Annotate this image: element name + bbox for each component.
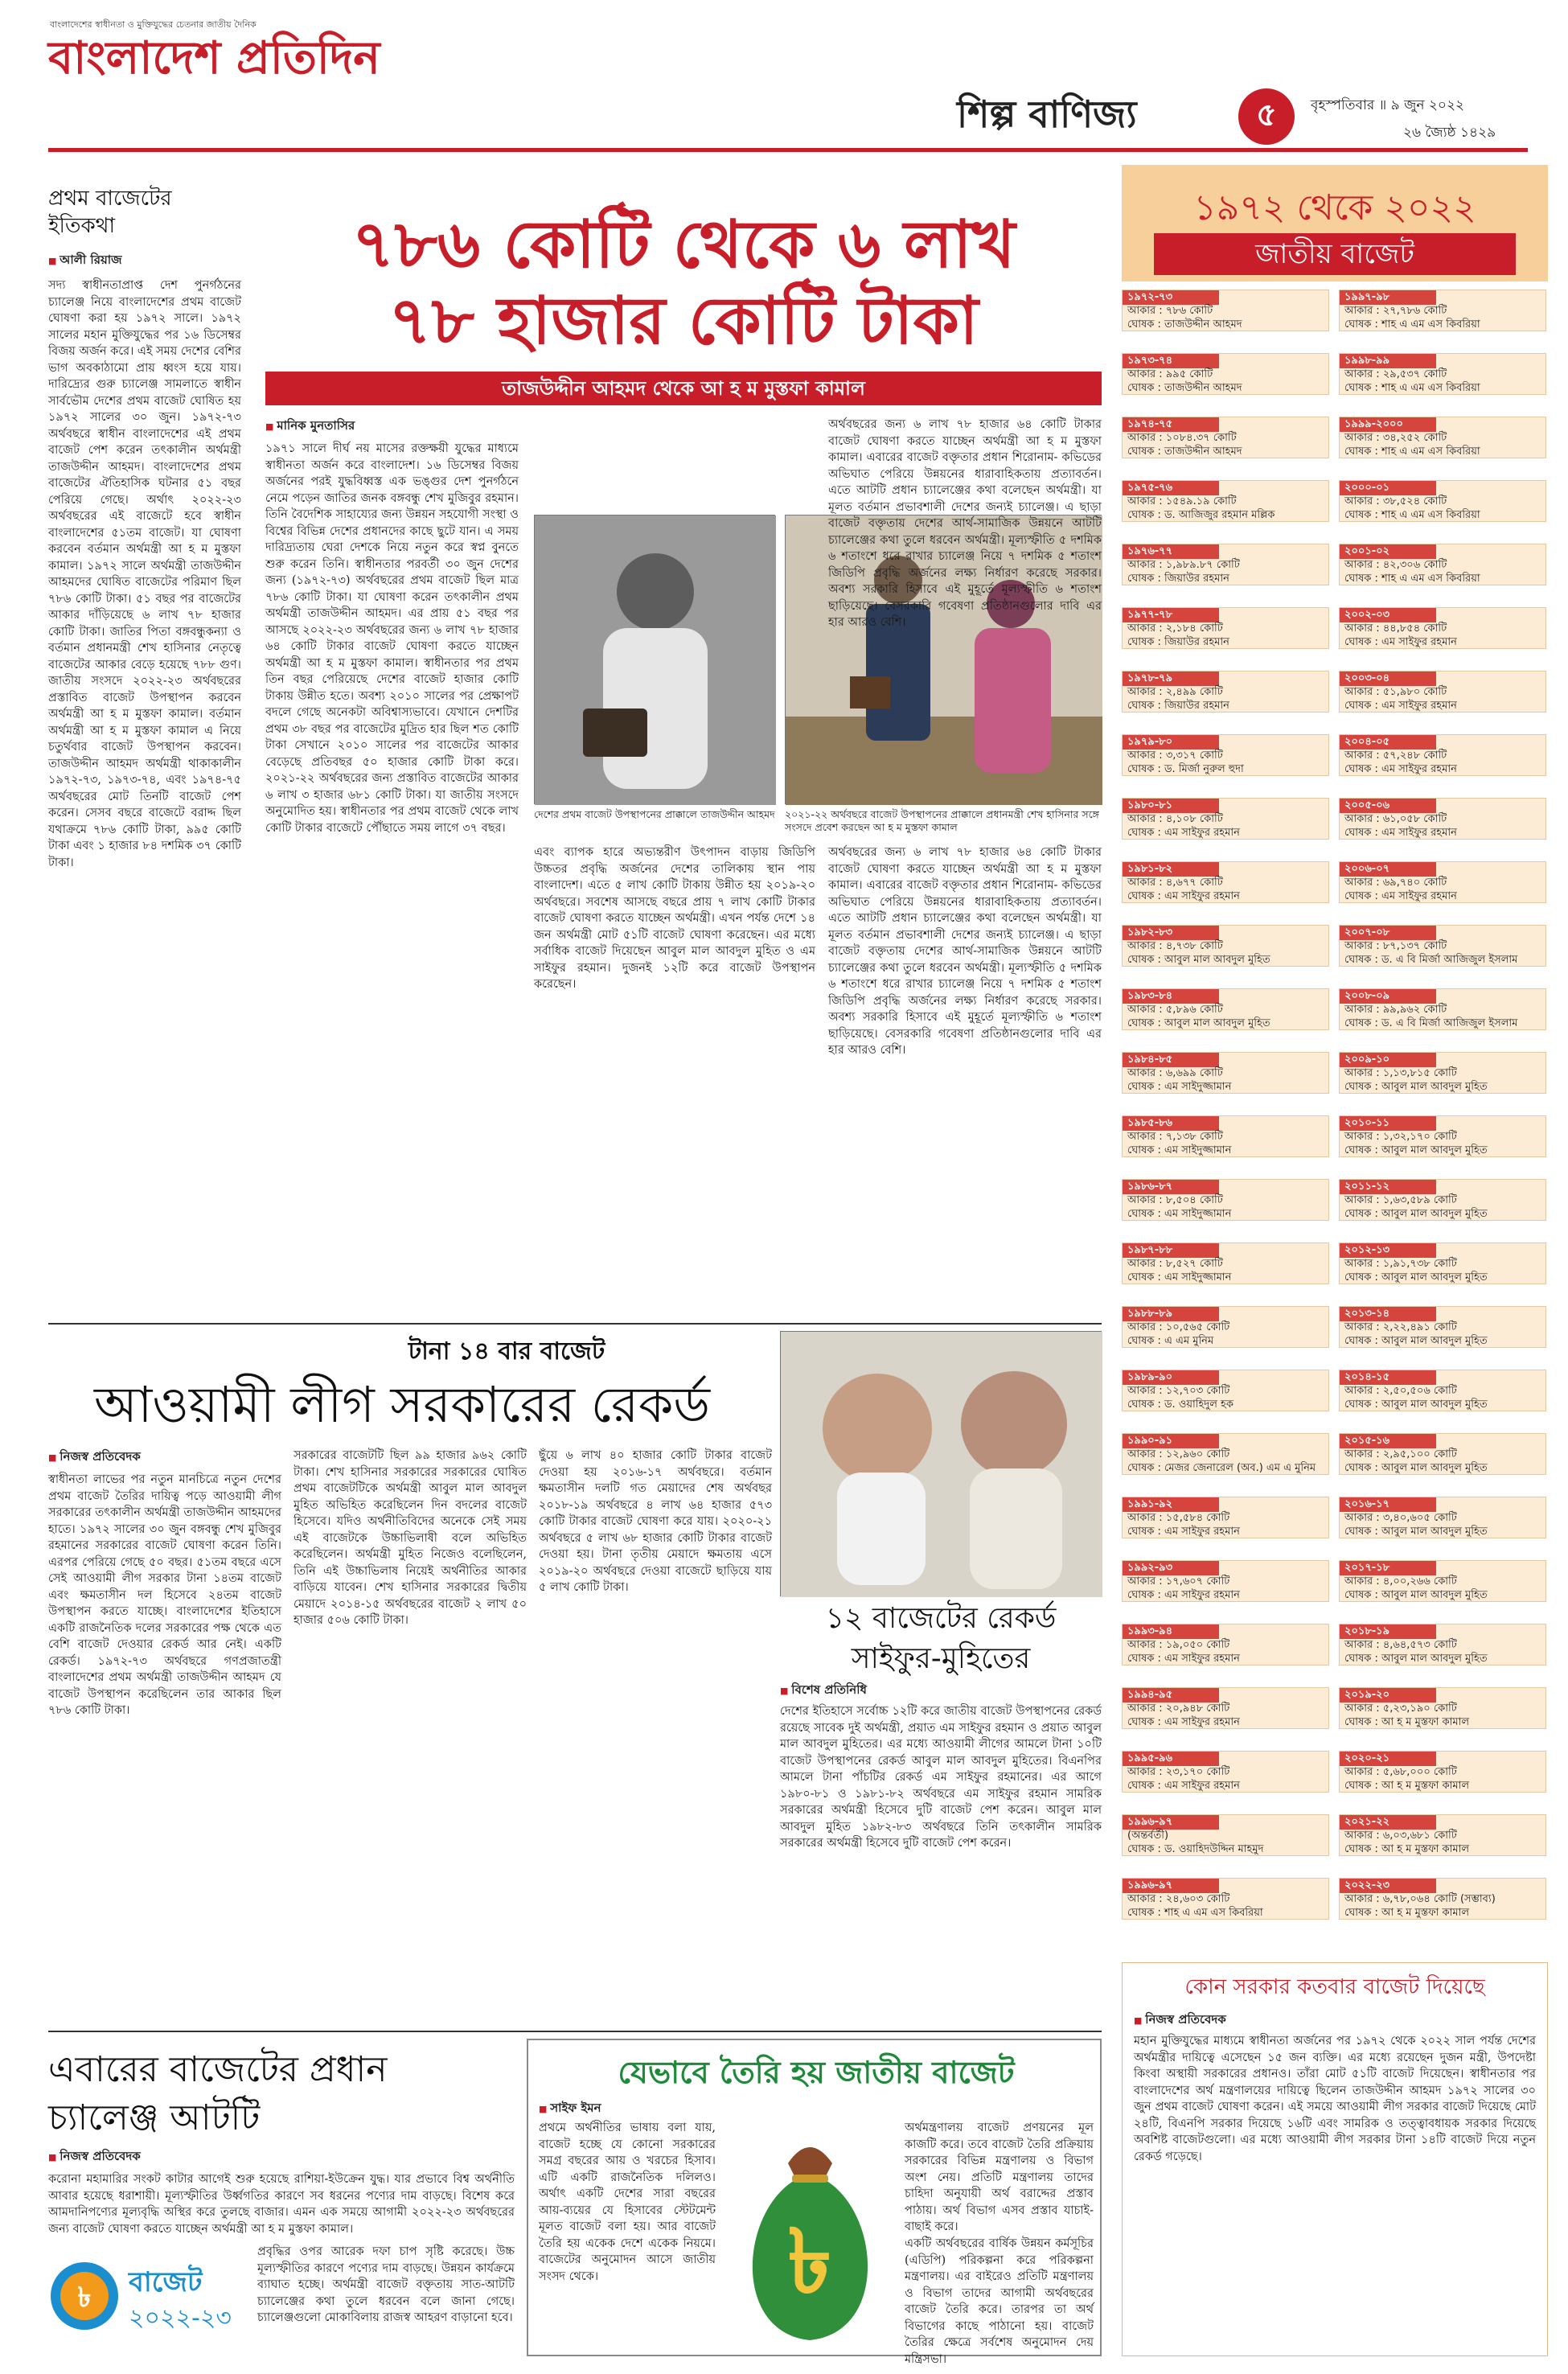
- budget-year-entry: [1339, 544, 1546, 585]
- page-number: ৫: [1238, 88, 1295, 145]
- budget-year-entry: [1122, 734, 1329, 776]
- budget-presenter: ঘোষক : এম সাইফুর রহমান: [1127, 1526, 1240, 1538]
- budget-size: আকার : ১৯,০৫০ কোটি: [1127, 1639, 1230, 1651]
- budget-year-entry: [1339, 1814, 1546, 1856]
- budget-presenter: ঘোষক : জিয়াউর রহমান: [1127, 636, 1229, 648]
- budget-year-entry: [1122, 353, 1329, 395]
- sidebar-table: [1122, 290, 1548, 1962]
- record-headline-line2: সাইফুর-মুহিতের: [851, 1642, 1031, 1675]
- budget-size: আকার : ৭,১৩৮ কোটি: [1127, 1131, 1223, 1143]
- budget-presenter: ঘোষক : জিয়াউর রহমান: [1127, 700, 1229, 712]
- lead-subhead: তাজউদ্দীন আহমদ থেকে আ হ ম মুস্তফা কামাল: [265, 372, 1102, 405]
- budget-year-label: ১৯৯৪-৯৫: [1123, 1688, 1219, 1702]
- lead-col1: ১৯৭১ সালে দীর্ঘ নয় মাসের রক্তক্ষয়ী যুদ্ধের মাধ্যমে স্বাধীনতা অর্জন করে বাংলাদেশ। ১৬ ডিসেম্বর বিজয় অর্জনের পরই যুদ্ধবিধ্বস্ত এক ভঙ্গুর দেশ পুনর্গঠনে নেমে পড়েন জাতির জনক বঙ্গবন্ধু শেখ মুজিবুর রহমান। তিনি বৈদেশিক সাহায্যের জন্য উন্নয়ন সহযোগী সংস্থা ও বিশ্বের বিভিন্ন দেশের প্রধানদের কাছে ছুটে যান। এ সময় দারিদ্র্যতায় ঘেরা দেশকে নিয়ে নতুন করে স্বপ্ন বুনতে শুরু করেন তিনি। স্বাধীনতার পরবর্তী ৩০ জুন দেশের জন্য (১৯৭২-৭৩) অর্থবছরের প্রথম বাজেট ছিল মাত্র ৭৮৬ কোটি টাকা। যা ঘোষণা করেন তৎকালীন প্রথম অর্থমন্ত্রী তাজউদ্দীন আহমদ। এর প্রায় ৫১ বছর পর আসছে ২০২২-২৩ অর্থবছরের জন্য ৬ লাখ ৭৮ হাজার ৬৪ কোটি টাকার বাজেট ঘোষণা করতে যাচ্ছেন অর্থমন্ত্রী আ হ ম মুস্তফা কামাল। স্বাধীনতার পর প্রথম তিন বছর পেরিয়েছে দেশের বাজেট হাজার কোটি টাকায় উন্নীত হতে। অবশ্য ২০১০ সালের পর প্রেক্ষাপট বদলে গেছে অনেকটা অবিশ্বাস্যভাবে। যেখানে দেশটির প্রথম ৩৮ বছর পর বাজেটের মুদ্রিত হার ছিল শত কোটি টাকা সেখানে ২০১০ সালের পর বাজেটের আকার বেড়েছে প্রতিবছর ৫০ হাজার কোটি টাকা করে। ২০২১-২২ অর্থবছরের জন্য প্রস্তাবিত বাজেটের আকার ৬ লাখ ৩ হাজার ৬৮১ কোটি টাকা। যা জাতীয় সংসদে অনুমোদিত হয়। স্বাধীনতার পর প্রথম বাজেট থেকে লাখ কোটি টাকার বাজেটে পৌঁছাতে সময় লাগে ৩৭ বছর।: [265, 442, 519, 835]
- budget-year-label: ১৯৮৮-৮৯: [1123, 1307, 1219, 1321]
- budget-year-entry: [1339, 607, 1546, 649]
- budget-size: আকার : ৩৪,২৫২ কোটি: [1344, 432, 1447, 444]
- budget-year-entry: [1339, 1052, 1546, 1094]
- logo-taka-glyph: ৳: [77, 2282, 92, 2314]
- budget-size: আকার : ৫৭,২৪৮ কোটি: [1344, 750, 1447, 762]
- budget-size: আকার : ১২,৯৬০ কোটি: [1127, 1448, 1230, 1460]
- budget-year-entry: [1122, 1052, 1329, 1094]
- budget-size: আকার : ২৩,১৭০ কোটি: [1127, 1766, 1230, 1778]
- budget-size: আকার : ৪৪,৮৫৪ কোটি: [1344, 622, 1447, 635]
- budget-size: আকার : ২৯,৫৩৭ কোটি: [1344, 368, 1447, 380]
- awami-kicker: টানা ১৪ বার বাজেট: [408, 1337, 605, 1366]
- money-bag-icon: [724, 2115, 897, 2348]
- budget-year-label: ২০২২-২৩: [1340, 1879, 1436, 1893]
- budget-size: আকার : ৯৯৫ কোটি: [1127, 368, 1213, 380]
- budget-year-label: ১৯৮২-৮৩: [1123, 926, 1219, 940]
- awami-col1: স্বাধীনতা লাভের পর নতুন মানচিত্রে নতুন দেশের প্রথম বাজেট তৈরির দায়িত্ব পড়ে আওয়ামী লীগ সরকারের তৎকালীন অর্থমন্ত্রী তাজউদ্দীন আহমদের হাতে। ১৯৭২ সালের ৩০ জুন বঙ্গবন্ধু শেখ মুজিবুর রহমানের সরকারের বাজেট ঘোষণা করেন তিনি। এরপর পেরিয়ে গেছে ৫০ বছর। ৫১তম বছরে এসে সেই আওয়ামী লীগ সরকার টানা ১৪তম বাজেট এবং ক্ষমতাসীন দল হিসেবে ২৪তম বাজেট উপস্থাপন করতে যাচ্ছে। বাংলাদেশের ইতিহাসে একটি রাজনৈতিক দলের সরকারের পক্ষ থেকে এত বেশি বাজেট দেওয়ার রেকর্ড আর নেই। একটি রেকর্ড। ১৯৭২-৭৩ অর্থবছরে গণপ্রজাতন্ত্রী বাংলাদেশের প্রথম অর্থমন্ত্রী তাজউদ্দীন আহমদ যে বাজেট উপস্থাপন করেছিলেন তার আকার ছিল ৭৮৬ কোটি টাকা।: [48, 1473, 281, 1717]
- budget-year-label: ১৯৮৪-৮৫: [1123, 1053, 1219, 1067]
- masthead-tagline: বাংলাদেশের স্বাধীনতা ও মুক্তিযুদ্ধের চেতনার জাতীয় দৈনিক: [50, 19, 257, 30]
- budget-year-label: ১৯৯৬-৯৭: [1123, 1879, 1219, 1893]
- first-budget-article: [48, 185, 241, 1355]
- budget-year-entry: [1122, 1560, 1329, 1602]
- budget-size: আকার : ১,৩২,১৭০ কোটি: [1344, 1131, 1457, 1143]
- challenges-headline-line2: চ্যালেঞ্জ আটটি: [48, 2097, 261, 2138]
- budget-presenter: ঘোষক : তাজউদ্দীন আহমদ: [1127, 318, 1242, 331]
- budget-year-entry: [1122, 417, 1329, 458]
- lead-col3: অর্থবছরের জন্য ৬ লাখ ৭৮ হাজার ৬৪ কোটি টাকার বাজেট ঘোষণা করতে যাচ্ছেন অর্থমন্ত্রী আ হ ম মুস্তফা কামাল। এবারের বাজেট বক্তৃতার প্রধান শিরোনাম- কভিডের অভিঘাত পেরিয়ে উন্নয়নের ধারাবাহিকতায় প্রত্যাবর্তন। এতে আটটি প্রধান চ্যালেঞ্জের কথা বলেছেন অর্থমন্ত্রী। যা মূলত বর্তমান প্রভাবশালী দেশের জন্যই চ্যালেঞ্জ। এ ছাড়া বাজেট বক্তৃতায় দেশের আর্থ-সামাজিক উন্নয়নে আটটি চ্যালেঞ্জের কথা তুলে ধরবেন অর্থমন্ত্রী। মূল্যস্ফীতি ৫ দশমিক ৬ শতাংশে ধরে রাখার চ্যালেঞ্জ নিয়ে ৭ দশমিক ৫ শতাংশ জিডিপি প্রবৃদ্ধি অর্জনের লক্ষ্য নির্ধারণ করেছে সরকার। অবশ্য সরকারি হিসাবে এই মুহূর্তে মূল্যস্ফীতি ৬ শতাংশ ছাড়িয়েছে। বেসরকারি গবেষণা প্রতিষ্ঠানগুলোর দাবি এর হার আরও বেশি।: [828, 418, 1102, 629]
- budget-year-entry: [1122, 988, 1329, 1030]
- budget-presenter: ঘোষক : জিয়াউর রহমান: [1127, 573, 1229, 585]
- budget-presenter: ঘোষক : আবুল মাল আবদুল মুহিত: [1127, 954, 1270, 966]
- budget-year-label: ২০২০-২১: [1340, 1752, 1436, 1766]
- budget-year-entry: [1339, 1179, 1546, 1221]
- masthead-logo-block: [48, 18, 426, 106]
- budget-size: আকার : ৪,০০,২৬৬ কোটি: [1344, 1575, 1457, 1587]
- budget-year-entry: [1339, 1433, 1546, 1475]
- budget-year-label: ২০১১-১২: [1340, 1180, 1436, 1194]
- budget-year-label: ২০১২-১৩: [1340, 1243, 1436, 1258]
- how-made-col3: একটি অর্থবছরের বার্ষিক উন্নয়ন কর্মসূচির (এডিপি) পরিকল্পনা করে পরিকল্পনা মন্ত্রণালয়। এর বাইরেও প্রতিটি মন্ত্রণালয় ও বিভাগ তাদের আগামী অর্থবছরের বাজেট তৈরি করে। তারপর তা অর্থ বিভাগের কাছে পাঠানো হয়। বাজেট তৈরির ক্ষেত্রে সর্বশেষ অনুমোদন দেয় মন্ত্রিসভা।: [905, 2237, 1094, 2366]
- budget-year-entry: [1339, 1878, 1546, 1920]
- budget-size: আকার : ৪,৭৩৮ কোটি: [1127, 940, 1223, 952]
- budget-presenter: ঘোষক : এম সাইফুর রহমান: [1344, 636, 1457, 648]
- budget-year-entry: [1339, 861, 1546, 903]
- budget-size: আকার : ৪,৬৪,৫৭৩ কোটি: [1344, 1639, 1457, 1651]
- which-govt-byline: ■ নিজস্ব প্রতিবেদক: [1134, 2011, 1226, 2031]
- sidebar-header: [1122, 165, 1548, 281]
- first-budget-title: প্রথম বাজেটের ইতিকথা: [48, 187, 172, 238]
- budget-year-label: ২০০৫-০৬: [1340, 799, 1436, 813]
- budget-logo-word: বাজেট: [129, 2266, 203, 2298]
- budget-year-label: ১৯৯৮-৯৯: [1340, 354, 1436, 368]
- awami-divider: [48, 1323, 1102, 1325]
- budget-size: আকার : ১,৯১,৭৩৮ কোটি: [1344, 1258, 1457, 1270]
- budget-size: আকার : ১৫৪৯.১৯ কোটি: [1127, 495, 1237, 507]
- budget-year-label: ২০১৫-১৬: [1340, 1434, 1436, 1448]
- budget-year-label: ২০০৬-০৭: [1340, 862, 1436, 877]
- budget-year-entry: [1122, 861, 1329, 903]
- budget-year-label: ২০০৩-০৪: [1340, 672, 1436, 686]
- budget-year-label: ২০১৪-১৫: [1340, 1370, 1436, 1385]
- budget-presenter: ঘোষক : আবুল মাল আবদুল মুহিত: [1344, 1208, 1488, 1220]
- how-made-headline: যেভাবে তৈরি হয় জাতীয় বাজেট: [618, 2055, 1015, 2090]
- budget-year-entry: [1122, 607, 1329, 649]
- budget-presenter: ঘোষক : এম সাইফুর রহমান: [1127, 1589, 1240, 1601]
- which-govt-title: কোন সরকার কতবার বাজেট দিয়েছে: [1184, 1975, 1485, 1999]
- budget-year-label: ১৯৯৭-৯৮: [1340, 290, 1436, 305]
- budget-year-entry: [1339, 1115, 1546, 1157]
- budget-year-entry: [1122, 1814, 1329, 1856]
- budget-year-entry: [1122, 290, 1329, 331]
- record-byline: ■ বিশেষ প্রতিনিধি: [780, 1681, 867, 1701]
- budget-size: আকার : ১,৬৩,৫৮৯ কোটি: [1344, 1194, 1457, 1206]
- budget-presenter: ঘোষক : ড. এ বি মির্জা আজিজুল ইসলাম: [1344, 954, 1518, 966]
- challenges-col-right: প্রবৃদ্ধির ওপর আরেক দফা চাপ সৃষ্টি করেছে। উচ্চ মূল্যস্ফীতির কারণে পণ্যের দাম বাড়ছে। উন্নয়ন কার্যক্রমে ব্যাঘাত হচ্ছে। অর্থমন্ত্রী বাজেট বক্তৃতায় সাত-আটটি চ্যালেঞ্জের কথা তুলে ধরবেন বলে জানা গেছে। চ্যালেঞ্জগুলো মোকাবিলায় রাজস্ব আহরণ বাড়ানো হবে।: [257, 2245, 515, 2324]
- budget-year-entry: [1339, 988, 1546, 1030]
- sidebar-title-years: ১৯৭২ থেকে ২০২২: [1193, 187, 1476, 228]
- tajuddin-caption: দেশের প্রথম বাজেট উপস্থাপনের প্রাক্কালে তাজউদ্দীন আহমদ: [534, 808, 775, 820]
- money-bag-taka-glyph: ৳: [787, 2210, 832, 2313]
- budget-year-entry: [1122, 1179, 1329, 1221]
- budget-presenter: ঘোষক : ড. এ বি মির্জা আজিজুল ইসলাম: [1344, 1017, 1518, 1029]
- lead-headline-line1: ৭৮৬ কোটি থেকে ৬ লাখ: [351, 207, 1016, 283]
- tajuddin-photo-illustration: [535, 515, 776, 805]
- budget-year-label: ২০০০-০১: [1340, 481, 1436, 495]
- lead-byline: ■ মানিক মুনতাসির: [265, 417, 355, 437]
- budget-size: আকার : ২৪,৬০৩ কোটি: [1127, 1893, 1230, 1905]
- budget-presenter: ঘোষক : এম সাইদুজ্জামান: [1127, 1208, 1232, 1220]
- challenges-divider: [48, 2031, 1102, 2032]
- budget-presenter: ঘোষক : মেজর জেনারেল (অব.) এম এ মুনিম: [1127, 1462, 1316, 1474]
- budget-year-entry: [1339, 1751, 1546, 1793]
- budget-presenter: ঘোষক : শাহ এ এম এস কিবরিয়া: [1127, 1907, 1263, 1919]
- challenges-byline: ■ নিজস্ব প্রতিবেদক: [48, 2147, 141, 2167]
- budget-year-label: ২০০৯-১০: [1340, 1053, 1436, 1067]
- budget-size: আকার : ১০,৫৬৫ কোটি: [1127, 1321, 1230, 1333]
- budget-size: আকার : ২৭,৭৮৬ কোটি: [1344, 305, 1447, 317]
- budget-year-entry: [1339, 1687, 1546, 1729]
- taka-logo-icon: [48, 2260, 121, 2332]
- budget-presenter: ঘোষক : আ হ ম মুস্তফা কামাল: [1344, 1780, 1470, 1792]
- budget-year-entry: [1122, 671, 1329, 713]
- budget-size: আকার : ২,৪৯৯ কোটি: [1127, 686, 1223, 698]
- budget-presenter: ঘোষক : আবুল মাল আবদুল মুহিত: [1344, 1271, 1488, 1284]
- budget-size: আকার : ৬১,০৫৮ কোটি: [1344, 813, 1447, 825]
- budget-presenter: ঘোষক : এম সাইফুর রহমান: [1127, 890, 1240, 902]
- budget-size: আকার : ৫১,৯৮০ কোটি: [1344, 686, 1447, 698]
- budget-size: আকার : ৫,৮৯৬ কোটি: [1127, 1004, 1223, 1016]
- budget-year-label: ২০১৯-২০: [1340, 1688, 1436, 1702]
- budget-year-label: ১৯৭৯-৮০: [1123, 735, 1219, 750]
- budget-size: আকার : ২০,৯৪৮ কোটি: [1127, 1702, 1230, 1715]
- budget-size: আকার : ১৭,৬০৭ কোটি: [1127, 1575, 1230, 1587]
- budget-presenter: ঘোষক : আবুল মাল আবদুল মুহিত: [1344, 1399, 1488, 1411]
- budget-year-label: ১৯৯৬-৯৭: [1123, 1815, 1219, 1830]
- record-headline-line1: ১২ বাজেটের রেকর্ড: [825, 1602, 1057, 1635]
- lead-col2: এবং ব্যাপক হারে অভ্যন্তরীণ উৎপাদন বাড়ায় জিডিপি উচ্চতর প্রবৃদ্ধি অর্জনের দেশের তালিকায় স্থান পায় বাংলাদেশ। এতে ৫ লাখ কোটি টাকায় উন্নীত হয় ২০১৯-২০ অর্থবছরে। সবশেষ আসছে বছরে প্রায় ৭ লাখ কোটি টাকার বাজেট ঘোষণা করতে যাচ্ছেন অর্থমন্ত্রী। এখন পর্যন্ত দেশে ১৪ জন অর্থমন্ত্রী মোট ৫১টি বাজেট ঘোষণা করেছেন। এর মধ্যে সর্বাধিক বাজেট দিয়েছেন আবুল মাল আবদুল মুহিত ও এম সাইফুর রহমান। দুজনই ১২টি করে বাজেট উপস্থাপন করেছেন।: [534, 846, 815, 991]
- budget-presenter: ঘোষক : এম সাইফুর রহমান: [1344, 763, 1457, 775]
- budget-year-entry: [1122, 1242, 1329, 1284]
- budget-year-entry: [1339, 480, 1546, 522]
- parliament-caption: ২০২১-২২ অর্থবছরে বাজেট উপস্থাপনের প্রাক্কালে প্রধানমন্ত্রী শেখ হাসিনার সঙ্গে সংসদে প্রবেশ করছেন আ হ ম মুস্তফা কামাল: [785, 808, 1099, 833]
- budget-presenter: ঘোষক : এ এম মুনিম: [1127, 1335, 1214, 1347]
- budget-year-entry: [1339, 353, 1546, 395]
- awami-byline: ■ নিজস্ব প্রতিবেদক: [48, 1448, 141, 1468]
- sidebar-title-main: জাতীয় বাজেট: [1154, 233, 1516, 275]
- budget-size: আকার : ৬,৬৯৯ কোটি: [1127, 1067, 1223, 1079]
- how-made-col2: অর্থমন্ত্রণালয় বাজেট প্রণয়নের মূল কাজটি করে। তবে বাজেট তৈরি প্রক্রিয়ায় সরকারের বিভিন্ন মন্ত্রণালয় ও বিভাগ অংশ নেয়। প্রতিটি মন্ত্রণালয় তাদের চাহিদা অনুযায়ী অর্থ বরাদ্দের প্রস্তাব পাঠায়। অর্থ বিভাগ এসব প্রস্তাব যাচাই-বাছাই করে।: [905, 2121, 1094, 2233]
- budget-year-label: ১৯৯৯-২০০০: [1340, 417, 1436, 432]
- budget-size: আকার : ৫,২৩,১৯০ কোটি: [1344, 1702, 1457, 1715]
- budget-size: আকার : ৩,৩১৭ কোটি: [1127, 750, 1223, 762]
- first-budget-text: সদ্য স্বাধীনতাপ্রাপ্ত দেশ পুনর্গঠনের চ্যালেঞ্জ নিয়ে বাংলাদেশের প্রথম বাজেট ঘোষণা করা হয় ১৯৭২ সালে। ১৯৭২ সালের মহান মুক্তিযুদ্ধের পর ১৬ ডিসেম্বর বিজয় অর্জন করে। এই সময় দেশের বেশির ভাগ অবকাঠামো প্রায় ধ্বংস হয়ে যায়। দারিদ্র্যের গুরু চ্যালেঞ্জ সামলাতে স্বাধীন সার্বভৌম দেশের প্রথম বাজেট ঘোষিত হয় ১৯৭২ সালের ৩০ জুন। ১৯৭২-৭৩ অর্থবছরে স্বাধীন বাংলাদেশের এই প্রথম বাজেট পেশ করেন তৎকালীন অর্থমন্ত্রী তাজউদ্দীন আহমদ। বাংলাদেশের প্রথম বাজেটের ঐতিহাসিক ঘটনার ৫১ বছর পেরিয়ে গেছে। অর্থাৎ ২০২২-২৩ অর্থবছরের এই বাজেটে হবে স্বাধীন বাংলাদেশের ৫১তম বাজেট। যা ঘোষণা করবেন বর্তমান অর্থমন্ত্রী আ হ ম মুস্তফা কামাল। ১৯৭২ সালে অর্থমন্ত্রী তাজউদ্দীন আহমদের ঘোষিত বাজেটের পরিমাণ ছিল ৭৮৬ কোটি টাকা। ৫১ বছর পর বাজেটের আকার দাঁড়িয়েছে ৬ লাখ ৭৮ হাজার কোটি টাকা। জাতির পিতা বঙ্গবন্ধুকন্যা ও বর্তমান প্রধানমন্ত্রী শেখ হাসিনার নেতৃত্বে বাজেটের আকার বেড়ে হয়েছে ৭৮৮ গুণ। জাতীয় সংসদে ২০২২-২৩ অর্থবছরের প্রস্তাবিত বাজেট উপস্থাপন করবেন অর্থমন্ত্রী আ হ ম মুস্তফা কামাল। বর্তমান অর্থমন্ত্রী আ হ ম মুস্তফা কামাল এ নিয়ে চতুর্থবার বাজেট উপস্থাপন করবেন। তাজউদ্দীন আহমদ অর্থমন্ত্রী থাকাকালীন ১৯৭২-৭৩, ১৯৭৩-৭৪, এবং ১৯৭৪-৭৫ অর্থবছরের মোট তিনটি বাজেট পেশ করেন। সেসব বছরে বাজেটে বরাদ্দ ছিল যথাক্রমে ৭৮৬ কোটি টাকা, ৯৯৫ কোটি টাকা এবং ১ হাজার ৮৪ দশমিক ৩৭ কোটি টাকা।: [48, 279, 241, 869]
- budget-presenter: ঘোষক : ড. আজিজুর রহমান মল্লিক: [1127, 509, 1275, 521]
- budget-year-entry: [1339, 290, 1546, 331]
- budget-size: আকার : ২,৫০,৫০৬ কোটি: [1344, 1385, 1457, 1397]
- budget-year-entry: [1122, 544, 1329, 585]
- which-govt-text: মহান মুক্তিযুদ্ধের মাধ্যমে স্বাধীনতা অর্জনের পর ১৯৭২ থেকে ২০২২ সাল পর্যন্ত দেশের অর্থমন্ত্রীর দায়িত্বে এসেছেন ১৫ জন ব্যক্তি। এর মধ্যে রয়েছেন দুজন মন্ত্রী, উপদেষ্টা কিংবা অস্থায়ী সরকারের প্রধানও। তাঁরা মোট ৫১টি বাজেট দিয়েছেন। স্বাধীনতার পর বাংলাদেশের অর্থ মন্ত্রণালয়ের দায়িত্বে ছিলেন তাজউদ্দীন আহমদ ১৯৭২ সালের ৩০ জুন প্রথম বাজেট ঘোষণা করেন। এই সময়ে আওয়ামী লীগ সরকার বাজেট দিয়েছে মোট ২৪টি, বিএনপি সরকার দিয়েছে ১৬টি এবং সামরিক ও তত্ত্বাবধায়ক সরকার দিয়েছে অবশিষ্ট বাজেটগুলো। এর মধ্যে আওয়ামী লীগ সরকার টানা ১৪টি বাজেট দিয়ে নতুন রেকর্ড গড়েছে।: [1134, 2035, 1536, 2163]
- budget-year-entry: [1122, 1497, 1329, 1538]
- budget-presenter: ঘোষক : শাহ এ এম এস কিবরিয়া: [1344, 573, 1480, 585]
- budget-year-label: ১৯৯৫-৯৬: [1123, 1752, 1219, 1766]
- budget-presenter: ঘোষক : এম সাইফুর রহমান: [1344, 827, 1457, 839]
- budget-size: আকার : ১,৯৮৯.৮৭ কোটি: [1127, 559, 1240, 571]
- budget-year-label: ১৯৯১-৯২: [1123, 1497, 1219, 1512]
- budget-size: আকার : ২,১৮৪ কোটি: [1127, 622, 1223, 635]
- budget-year-label: ২০১৮-১৯: [1340, 1624, 1436, 1639]
- budget-year-entry: [1339, 1497, 1546, 1538]
- budget-logo: [48, 2244, 241, 2356]
- budget-year-label: ২০০৮-০৯: [1340, 989, 1436, 1004]
- budget-presenter: ঘোষক : আবুল মাল আবদুল মুহিত: [1344, 1144, 1488, 1156]
- budget-size: আকার : ৬৯,৭৪০ কোটি: [1344, 877, 1447, 889]
- budget-year-label: ২০০২-০৩: [1340, 608, 1436, 622]
- budget-presenter: ঘোষক : শাহ এ এম এস কিবরিয়া: [1344, 509, 1480, 521]
- budget-presenter: ঘোষক : এম সাইফুর রহমান: [1127, 1653, 1240, 1665]
- budget-size: (অন্তর্বর্তী): [1127, 1830, 1169, 1842]
- date-line-bengali: ২৬ জ্যৈষ্ঠ ১৪২৯: [1403, 125, 1496, 141]
- budget-size: আকার : ৬,৭৮,০৬৪ কোটি (সম্ভাব্য): [1344, 1893, 1496, 1905]
- budget-presenter: ঘোষক : এম সাইফুর রহমান: [1127, 827, 1240, 839]
- budget-year-label: ১৯৮১-৮২: [1123, 862, 1219, 877]
- budget-size: আকার : ৩,৪০,৬০৫ কোটি: [1344, 1512, 1457, 1524]
- budget-year-entry: [1122, 1687, 1329, 1729]
- budget-presenter: ঘোষক : এম সাইফুর রহমান: [1127, 1716, 1240, 1728]
- first-budget-byline: ■ আলী রিয়াজ: [48, 251, 241, 271]
- budget-year-entry: [1339, 734, 1546, 776]
- budget-size: আকার : ৮,৫০৪ কোটি: [1127, 1194, 1223, 1206]
- budget-year-label: ১৯৮৩-৮৪: [1123, 989, 1219, 1004]
- budget-year-entry: [1122, 1370, 1329, 1411]
- budget-presenter: ঘোষক : আবুল মাল আবদুল মুহিত: [1344, 1462, 1488, 1474]
- budget-size: আকার : ১২,৭০৩ কোটি: [1127, 1385, 1230, 1397]
- budget-presenter: ঘোষক : এম সাইদুজ্জামান: [1127, 1144, 1232, 1156]
- challenges-headline-line1: এবারের বাজেটের প্রধান: [48, 2049, 388, 2090]
- budget-year-entry: [1339, 798, 1546, 840]
- how-made-byline: ■ সাইফ ইমন: [539, 2099, 601, 2119]
- budget-year-entry: [1122, 1624, 1329, 1665]
- budget-size: আকার : ৪২,৩০৬ কোটি: [1344, 559, 1447, 571]
- budget-presenter: ঘোষক : তাজউদ্দীন আহমদ: [1127, 382, 1242, 394]
- budget-year-label: ১৯৮৯-৯০: [1123, 1370, 1219, 1385]
- budget-year-entry: [1122, 1115, 1329, 1157]
- budget-year-label: ১৯৮৫-৮৬: [1123, 1116, 1219, 1131]
- budget-year-entry: [1339, 417, 1546, 458]
- budget-logo-year: ২০২২-২৩: [129, 2304, 232, 2332]
- budget-year-label: ১৯৯৩-৯৪: [1123, 1624, 1219, 1639]
- budget-size: আকার : ১,১৩,৮১৫ কোটি: [1344, 1067, 1457, 1079]
- budget-size: আকার : ২,২২,৪৯১ কোটি: [1344, 1321, 1457, 1333]
- budget-size: আকার : ৪,৬৭৭ কোটি: [1127, 877, 1223, 889]
- budget-year-label: ২০০১-০২: [1340, 544, 1436, 559]
- budget-size: আকার : ৬,০৩,৬৮১ কোটি: [1344, 1830, 1457, 1842]
- budget-year-label: ২০১০-১১: [1340, 1116, 1436, 1131]
- budget-presenter: ঘোষক : এম সাইদুজ্জামান: [1127, 1081, 1232, 1093]
- budget-presenter: ঘোষক : শাহ এ এম এস কিবরিয়া: [1344, 446, 1480, 458]
- budget-presenter: ঘোষক : শাহ এ এম এস কিবরিয়া: [1344, 318, 1480, 331]
- budget-year-label: ১৯৭২-৭৩: [1123, 290, 1219, 305]
- budget-year-entry: [1339, 671, 1546, 713]
- awami-col2: সরকারের বাজেটটি ছিল ৯৯ হাজার ৯৬২ কোটি টাকা। শেখ হাসিনার সরকারের সরকারের ঘোষিত প্রথম বাজেটটিকে অর্থমন্ত্রী আবুল মাল আবদুল মুহিত অভিহিত করেছিলেন দিন বদলের বাজেট হিসেবে। যদিও অর্থনীতিবিদের অনেকে সেই সময় এই বাজেটকে উচ্চাভিলাষী বলে অভিহিত করেছিলেন। অর্থমন্ত্রী মুহিত নিজেও বলেছিলেন, তিনি এই উচ্চাভিলাষ নিয়েই অর্থনীতির আকার বাড়িয়ে যাবেন। শেখ হাসিনার সরকারের দ্বিতীয় মেয়াদে ২০১৪-১৫ অর্থবছরের বাজেট ২ লাখ ৫০ হাজার ৫০৬ কোটি টাকা।: [293, 1449, 527, 1627]
- budget-year-entry: [1122, 1306, 1329, 1348]
- lead-col3-continued: অর্থবছরের জন্য ৬ লাখ ৭৮ হাজার ৬৪ কোটি টাকার বাজেট ঘোষণা করতে যাচ্ছেন অর্থমন্ত্রী আ হ ম মুস্তফা কামাল। এবারের বাজেট বক্তৃতার প্রধান শিরোনাম- কভিডের অভিঘাত পেরিয়ে উন্নয়নের ধারাবাহিকতায় প্রত্যাবর্তন। এতে আটটি প্রধান চ্যালেঞ্জের কথা বলেছেন অর্থমন্ত্রী। যা মূলত বর্তমান প্রভাবশালী দেশের জন্যই চ্যালেঞ্জ। এ ছাড়া বাজেট বক্তৃতায় দেশের আর্থ-সামাজিক উন্নয়নে আটটি চ্যালেঞ্জের কথা তুলে ধরবেন অর্থমন্ত্রী। মূল্যস্ফীতি ৫ দশমিক ৬ শতাংশে ধরে রাখার চ্যালেঞ্জ নিয়ে ৭ দশমিক ৫ শতাংশ জিডিপি প্রবৃদ্ধি অর্জনের লক্ষ্য নির্ধারণ করেছে সরকার। অবশ্য সরকারি হিসাবে এই মুহূর্তে মূল্যস্ফীতি ৬ শতাংশ ছাড়িয়েছে। বেসরকারি গবেষণা প্রতিষ্ঠানগুলোর দাবি এর হার আরও বেশি।: [828, 846, 1102, 1057]
- budget-year-label: ১৯৯০-৯১: [1123, 1434, 1219, 1448]
- budget-presenter: ঘোষক : এম সাইদুজ্জামান: [1127, 1271, 1232, 1284]
- budget-presenter: ঘোষক : তাজউদ্দীন আহমদ: [1127, 446, 1242, 458]
- budget-year-entry: [1339, 1560, 1546, 1602]
- budget-year-entry: [1339, 1370, 1546, 1411]
- budget-year-label: ২০১৩-১৪: [1340, 1307, 1436, 1321]
- tajuddin-photo: [534, 515, 775, 804]
- lead-headline-line2: ৭৮ হাজার কোটি টাকা: [388, 283, 979, 359]
- budget-size: আকার : ৫,৬৮,০০০ কোটি: [1344, 1766, 1457, 1778]
- budget-year-label: ১৯৮৭-৮৮: [1123, 1243, 1219, 1258]
- budget-year-entry: [1339, 1624, 1546, 1665]
- budget-presenter: ঘোষক : আ হ ম মুস্তফা কামাল: [1344, 1716, 1470, 1728]
- challenges-intro: করোনা মহামারির সংকট কাটার আগেই শুরু হয়েছে রাশিয়া-ইউক্রেন যুদ্ধ। যার প্রভাবে বিশ্ব অর্থনীতি আবার হয়েছে ধরাশায়ী। মূল্যস্ফীতির উর্ধ্বগতির কারণে সব ধরনের পণ্যের দাম বাড়ছে। বিশেষ করে আমদানিপণ্যের মূল্যবৃদ্ধি অস্থির করে তুলছে বাজার। এমন এক সময়ে আগামী ২০২২-২৩ অর্থবছরের জন্য বাজেট ঘোষণা করতে যাচ্ছেন অর্থমন্ত্রী আ হ ম মুস্তফা কামাল।: [48, 2173, 515, 2236]
- budget-presenter: ঘোষক : আবুল মাল আবদুল মুহিত: [1344, 1335, 1488, 1347]
- budget-year-entry: [1122, 925, 1329, 967]
- record-text: দেশের ইতিহাসে সর্বোচ্চ ১২টি করে জাতীয় বাজেট উপস্থাপনের রেকর্ড রয়েছে সাবেক দুই অর্থমন্ত্রী, প্রয়াত এম সাইফুর রহমান ও প্রয়াত আবুল মাল আবদুল মুহিতের। এর মধ্যে আওয়ামী লীগের আমলে টানা ১০টি বাজেট উপস্থাপনের রেকর্ড আবুল মাল আবদুল মুহিতের। বিএনপির আমলে টানা পাঁচটির রেকর্ড এম সাইফুর রহমানের। এর আগে ১৯৮০-৮১ ও ১৯৮১-৮২ অর্থবছরে এম সাইফুর রহমান সামরিক সরকারের অর্থমন্ত্রী হিসেবে দুটি বাজেট পেশ করেন। আবুল মাল আবদুল মুহিত ১৯৮২-৮৩ অর্থবছরে তিনি তৎকালীন সামরিক সরকারের অর্থমন্ত্রী হিসেবে দুটি বাজেট পেশ করেন।: [780, 1705, 1102, 1850]
- budget-size: আকার : ১৫,৫৮৪ কোটি: [1127, 1512, 1230, 1524]
- budget-presenter: ঘোষক : আ হ ম মুস্তফা কামাল: [1344, 1907, 1470, 1919]
- budget-year-label: ২০২১-২২: [1340, 1815, 1436, 1830]
- budget-year-label: ১৯৭৮-৭৯: [1123, 672, 1219, 686]
- budget-year-label: ১৯৮৬-৮৭: [1123, 1180, 1219, 1194]
- budget-presenter: ঘোষক : ড. মির্জা নুরুল হুদা: [1127, 763, 1244, 775]
- budget-size: আকার : ২,৯৫,১০০ কোটি: [1344, 1448, 1457, 1460]
- saifur-muhith-illustration: [781, 1332, 1102, 1597]
- budget-size: আকার : ৭৮৬ কোটি: [1127, 305, 1213, 317]
- date-line: বৃহস্পতিবার ॥ ৯ জুন ২০২২: [1311, 97, 1465, 113]
- budget-presenter: ঘোষক : শাহ এ এম এস কিবরিয়া: [1344, 382, 1480, 394]
- budget-year-label: ১৯৭৪-৭৫: [1123, 417, 1219, 432]
- budget-year-label: ২০০৪-০৫: [1340, 735, 1436, 750]
- budget-presenter: ঘোষক : আবুল মাল আবদুল মুহিত: [1344, 1081, 1488, 1093]
- budget-presenter: ঘোষক : ড. ওয়াহিদউদ্দিন মাহমুদ: [1127, 1843, 1264, 1855]
- awami-headline: আওয়ামী লীগ সরকারের রেকর্ড: [93, 1375, 711, 1434]
- budget-size: আকার : ৩৮,৫২৪ কোটি: [1344, 495, 1447, 507]
- budget-presenter: ঘোষক : আবুল মাল আবদুল মুহিত: [1344, 1526, 1488, 1538]
- budget-size: আকার : ৮৭,১৩৭ কোটি: [1344, 940, 1447, 952]
- budget-year-label: ১৯৭৫-৭৬: [1123, 481, 1219, 495]
- budget-year-entry: [1122, 1751, 1329, 1793]
- budget-size: আকার : ৪,১০৮ কোটি: [1127, 813, 1223, 825]
- budget-size: আকার : ৮,৫২৭ কোটি: [1127, 1258, 1223, 1270]
- budget-year-label: ১৯৭৬-৭৭: [1123, 544, 1219, 559]
- budget-year-label: ১৯৭৩-৭৪: [1123, 354, 1219, 368]
- budget-year-entry: [1122, 798, 1329, 840]
- budget-presenter: ঘোষক : আবুল মাল আবদুল মুহিত: [1344, 1589, 1488, 1601]
- budget-size: আকার : ১০৮৪.৩৭ কোটি: [1127, 432, 1237, 444]
- section-title: শিল্প বাণিজ্য: [957, 92, 1137, 136]
- masthead-rule: [48, 148, 1528, 152]
- saifur-muhith-photo: [780, 1331, 1102, 1596]
- budget-presenter: ঘোষক : এম সাইফুর রহমান: [1344, 890, 1457, 902]
- how-made-col1: প্রথমে অর্থনীতির ভাষায় বলা যায়, বাজেট হচ্ছে যে কোনো সরকারের সমগ্র বছরের আয় ও খরচের হিসাব। এটি একটি রাজনৈতিক দলিলও। অর্থাৎ একটি দেশের সারা বছরের আয়-ব্যয়ের যে হিসাবের স্টেটমেন্ট মূলত বাজেট বলা হয়। আর বাজেট তৈরি হয় একেক দেশে একেক নিয়মে। বাজেটের অনুমোদন আসে জাতীয় সংসদ থেকে।: [539, 2121, 716, 2283]
- awami-col3: ছুঁয়ে ৬ লাখ ৪০ হাজার কোটি টাকার বাজেট দেওয়া হয় ২০১৬-১৭ অর্থবছরে। বর্তমান ক্ষমতাসীন দলটি গত মেয়াদের শেষ অর্থবছর ২০১৮-১৯ অর্থবছরে ৪ লাখ ৬৪ হাজার ৫৭৩ কোটি টাকার বাজেট ঘোষণা করে যায়। ২০২০-২১ অর্থবছরে ৫ লাখ ৬৮ হাজার কোটি টাকার বাজেট দেওয়া হয়। টানা তৃতীয় মেয়াদে ক্ষমতায় এসে ২০১৯-২০ অর্থবছরে দেওয়া বাজেটে ছাড়িয়ে যায় ৫ লাখ কোটি টাকা।: [539, 1449, 772, 1594]
- budget-year-entry: [1339, 925, 1546, 967]
- budget-presenter: ঘোষক : আ হ ম মুস্তফা কামাল: [1344, 1843, 1470, 1855]
- budget-year-entry: [1122, 1878, 1329, 1920]
- budget-year-label: ২০০৭-০৮: [1340, 926, 1436, 940]
- masthead-logo[interactable]: বাংলাদেশ প্রতিদিন: [48, 32, 380, 84]
- budget-presenter: ঘোষক : এম সাইফুর রহমান: [1344, 700, 1457, 712]
- budget-presenter: ঘোষক : আবুল মাল আবদুল মুহিত: [1127, 1017, 1270, 1029]
- budget-year-label: ২০১৭-১৮: [1340, 1561, 1436, 1575]
- budget-year-entry: [1339, 1306, 1546, 1348]
- budget-year-entry: [1339, 1242, 1546, 1284]
- budget-presenter: ঘোষক : ড. ওয়াহিদুল হক: [1127, 1399, 1233, 1411]
- budget-year-label: ১৯৯২-৯৩: [1123, 1561, 1219, 1575]
- budget-presenter: ঘোষক : আবুল মাল আবদুল মুহিত: [1344, 1653, 1488, 1665]
- money-bag-illustration: [724, 2115, 897, 2348]
- budget-year-entry: [1122, 480, 1329, 522]
- budget-year-entry: [1122, 1433, 1329, 1475]
- budget-year-label: ২০১৬-১৭: [1340, 1497, 1436, 1512]
- budget-presenter: ঘোষক : এম সাইফুর রহমান: [1127, 1780, 1240, 1792]
- budget-size: আকার : ৯৯,৯৬২ কোটি: [1344, 1004, 1447, 1016]
- budget-year-label: ১৯৮০-৮১: [1123, 799, 1219, 813]
- budget-year-label: ১৯৭৭-৭৮: [1123, 608, 1219, 622]
